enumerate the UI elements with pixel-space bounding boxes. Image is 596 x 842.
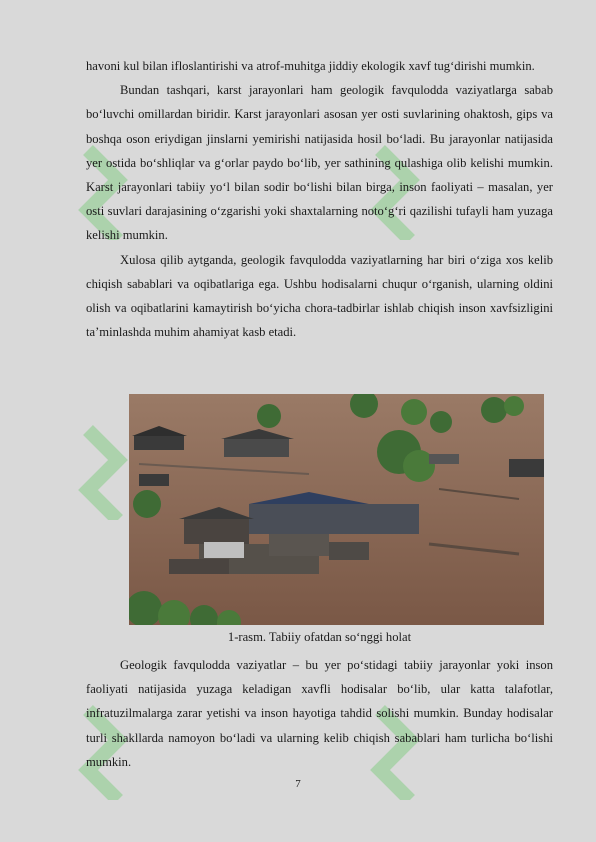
- body-text-top: [86, 54, 553, 344]
- figure-caption: 1-rasm. Tabiiy ofatdan so‘nggi holat: [227, 630, 412, 644]
- page-number: 7: [295, 778, 301, 790]
- paragraph-continuation: havoni kul bilan ifloslantirishi va atrof-muhitga jiddiy ekologik xavf tug‘dirishi mumkin.: [86, 59, 535, 73]
- paragraph-conclusion: Xulosa qilib aytganda, geologik favqulodda vaziyatlarning har biri o‘ziga xos kelib chiqish sabablari va oqibatlariga ega. Ushbu hodisalarni chuqur o‘rganish, ularning oldini olish va oqibatlarini kamaytirish bo‘yicha chora-tadbirlar ishlab chiqish inson xavfsizligini ta’minlashda muhim ahamiyat kasb etadi.: [86, 252, 553, 340]
- paragraph-definition: Geologik favqulodda vaziyatlar – bu yer po‘stidagi tabiiy jarayonlar yoki inson faoliyati natijasida yuzaga keladigan xavfli hodisalar bo‘lib, ular katta talafotlar, infratuzilmalarga zarar yetishi va inson hayotiga tahdid solishi mumkin. Bunday hodisalar turli shakllarda namoyon bo‘ladi va ularning kelib chiqish sabablari ham turlicha bo‘lishi mumkin.: [86, 658, 553, 769]
- paragraph-karst: Bundan tashqari, karst jarayonlari ham geologik favqulodda vaziyatlarga sabab bo‘luvchi omillardan biridir. Karst jarayonlari asosan yer osti suvlarining ohaktosh, gips va boshqa oson eriydigan jinslarni yemirishi natijasida hosil bo‘ladi. Bu jarayonlar natijasida yer ostida bo‘shliqlar va g‘orlar paydo bo‘lib, yer sathining qulashiga olib kelishi mumkin. Karst jarayonlari tabiiy yo‘l bilan sodir bo‘lishi bilan birga, inson faoliyati – masalan, yer osti suvlari darajasining o‘zgarishi yoki shaxtalarning noto‘g‘ri qazilishi tufayli ham yuzaga kelishi mumkin.: [86, 83, 553, 243]
- body-text-bottom: [86, 653, 553, 774]
- flood-photo-illustration: [129, 394, 544, 625]
- flood-photo: [129, 394, 544, 625]
